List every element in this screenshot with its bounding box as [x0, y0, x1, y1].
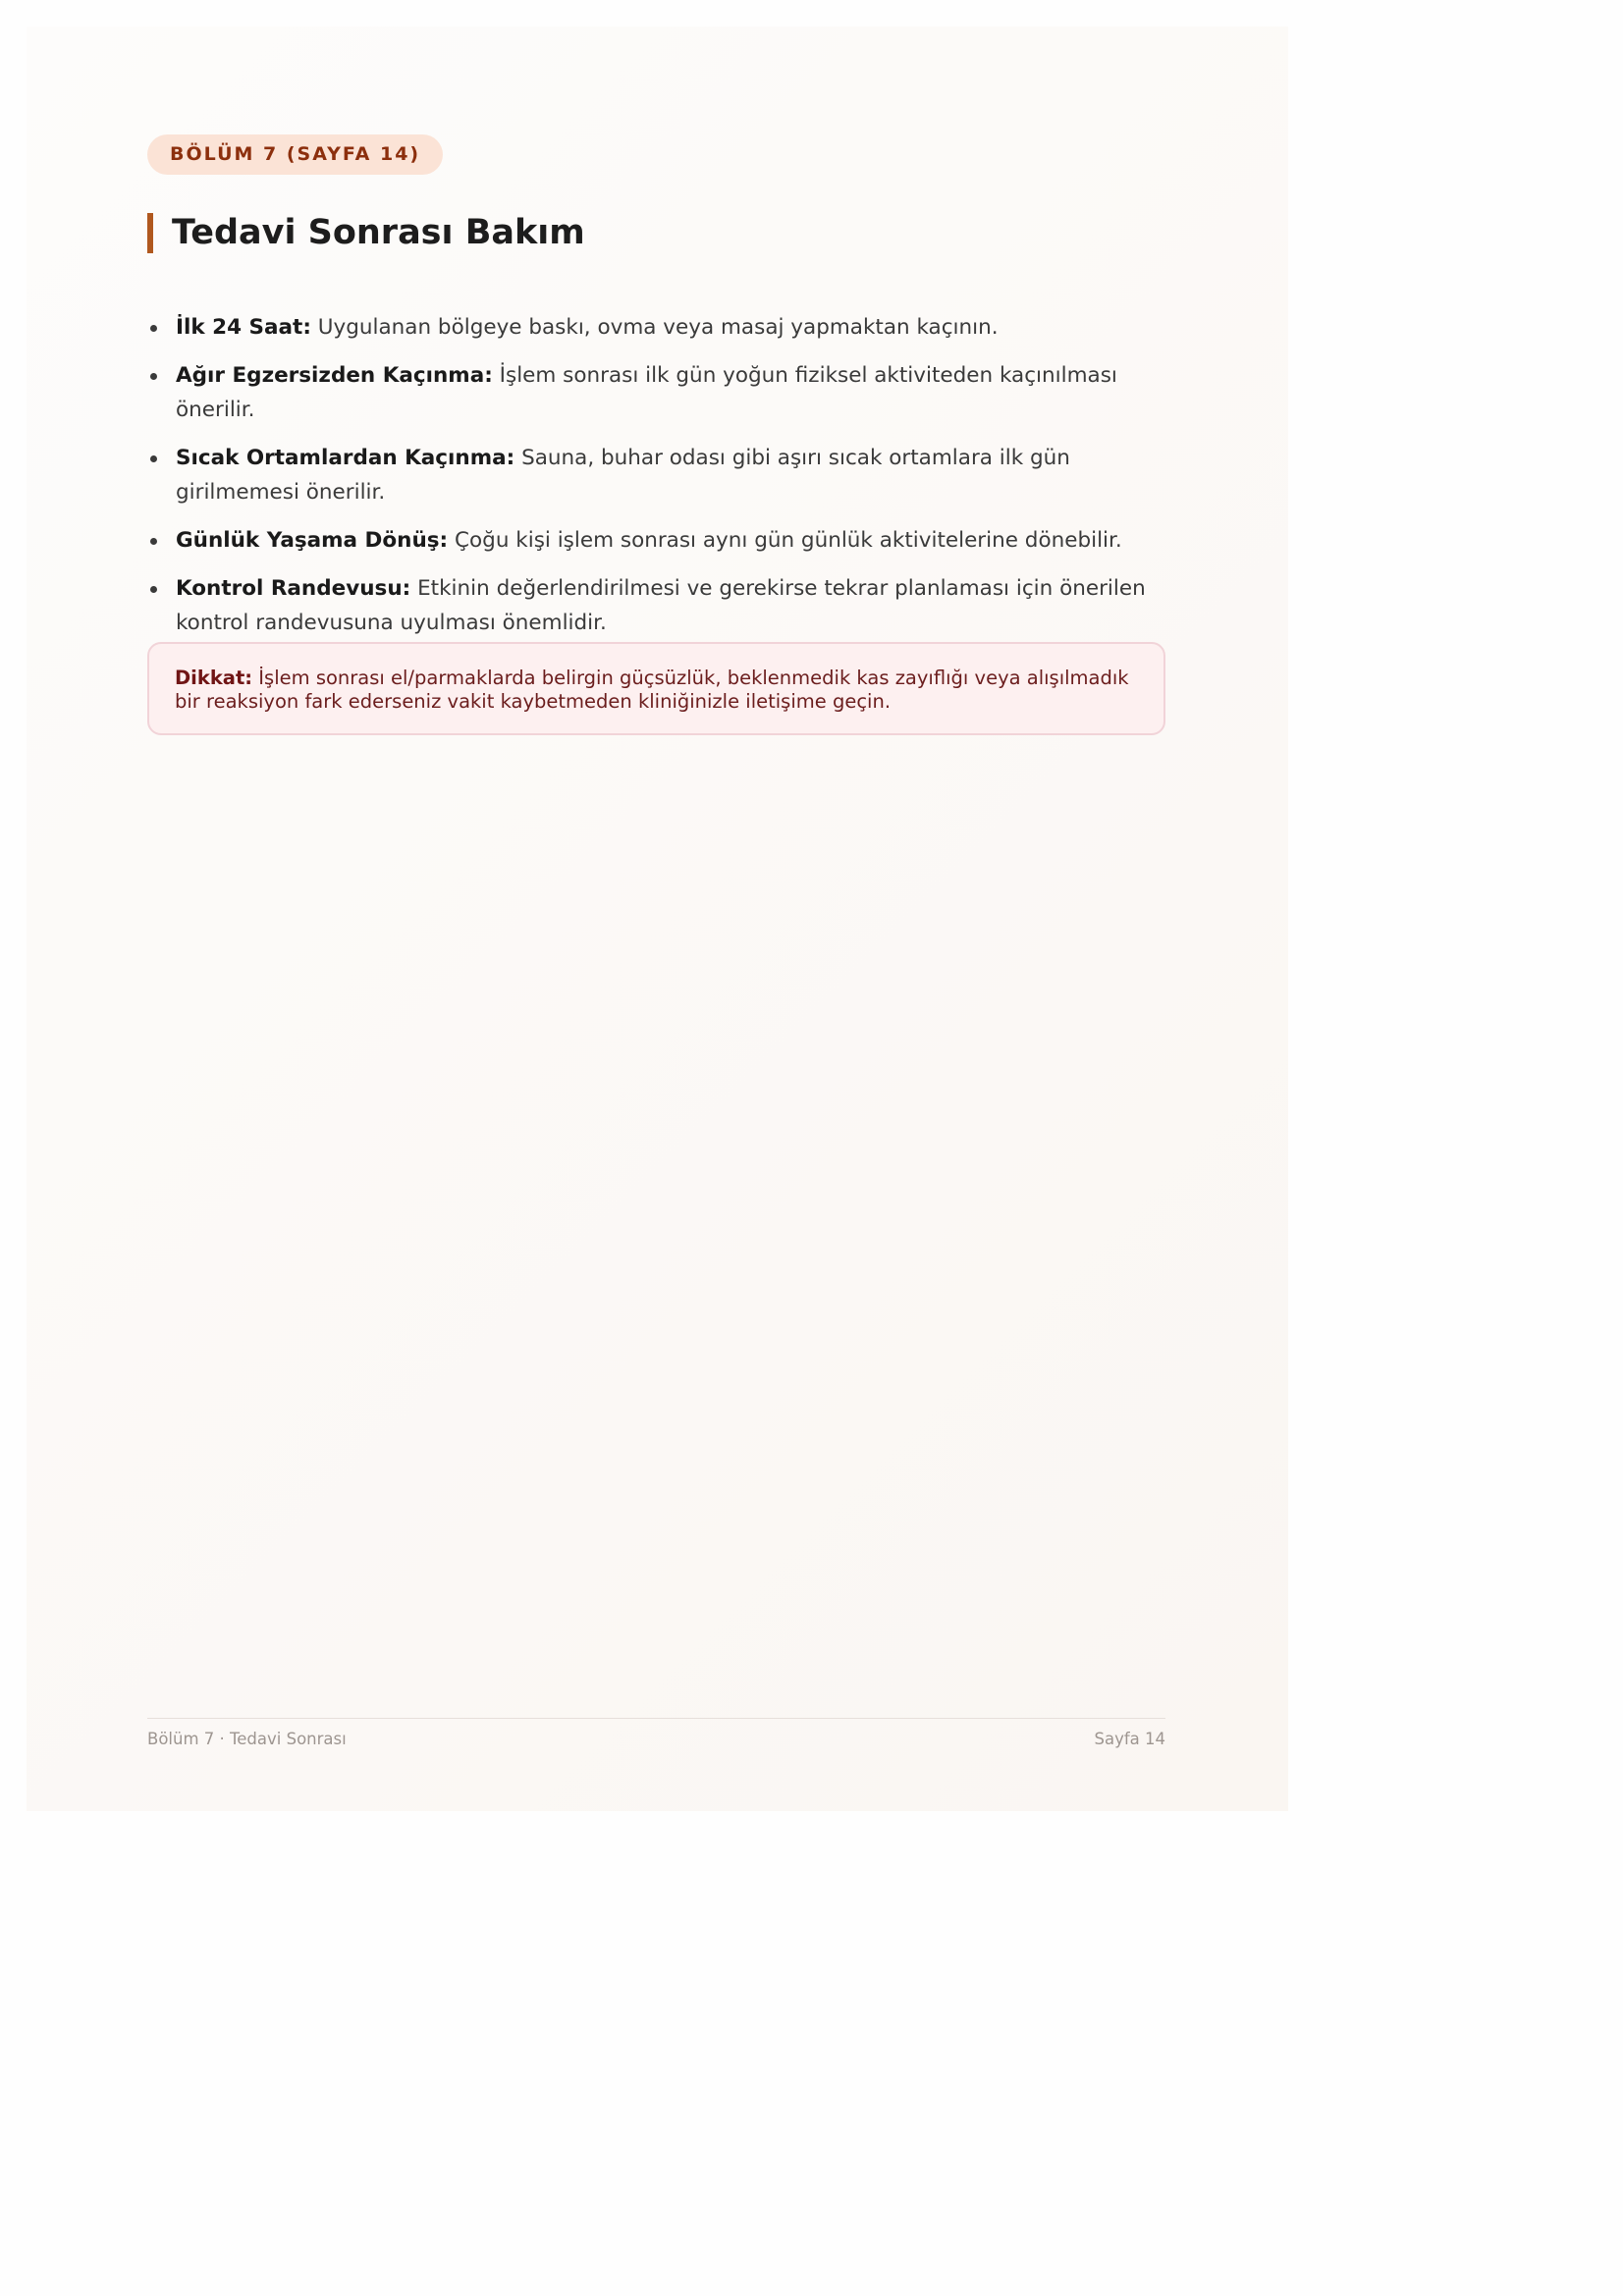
list-item-label: Günlük Yaşama Dönüş: [176, 528, 449, 553]
list-item-label: Sıcak Ortamlardan Kaçınma: [176, 446, 515, 470]
list-item-text: Çoğu kişi işlem sonrası aynı gün günlük aktivitelerine dönebilir. [455, 528, 1122, 553]
warning-label: Dikkat: [175, 667, 253, 689]
care-instructions-list [147, 310, 1183, 654]
list-item [147, 358, 1183, 427]
footer-divider [147, 1718, 1165, 1719]
warning-text: İşlem sonrası el/parmaklarda belirgin güçsüzlük, beklenmedik kas zayıflığı veya alışılmadık bir reaksiyon fark ederseniz vakit kaybetmeden kliniğinizle iletişime geçin. [175, 667, 1129, 713]
document-page [27, 27, 1288, 1811]
list-item-label: Kontrol Randevusu: [176, 576, 411, 601]
list-item [147, 523, 1183, 558]
bullet-icon [150, 538, 157, 545]
footer-section-label: Bölüm 7 · Tedavi Sonrası [147, 1730, 347, 1748]
warning-box [147, 642, 1165, 735]
list-item-text: Sauna, buhar odası gibi aşırı sıcak ortamlara ilk gün girilmemesi önerilir. [176, 446, 1070, 505]
list-item-text: İşlem sonrası ilk gün yoğun fiziksel aktiviteden kaçınılması önerilir. [176, 363, 1117, 422]
page-title: Tedavi Sonrası Bakım [147, 213, 585, 253]
footer-page-number: Sayfa 14 [1094, 1730, 1165, 1748]
bullet-icon [150, 373, 157, 380]
bullet-icon [150, 586, 157, 593]
list-item-label: Ağır Egzersizden Kaçınma: [176, 363, 493, 388]
list-item-text: Etkinin değerlendirilmesi ve gerekirse tekrar planlaması için önerilen kontrol randevusuna uyulması önemlidir. [176, 576, 1146, 635]
list-item [147, 441, 1183, 509]
chapter-badge: BÖLÜM 7 (SAYFA 14) [147, 134, 443, 175]
bullet-icon [150, 455, 157, 462]
list-item-label: İlk 24 Saat: [176, 315, 311, 340]
list-item [147, 571, 1183, 640]
list-item-text: Uygulanan bölgeye baskı, ovma veya masaj yapmaktan kaçının. [317, 315, 999, 340]
list-item [147, 310, 1183, 345]
bullet-icon [150, 325, 157, 332]
